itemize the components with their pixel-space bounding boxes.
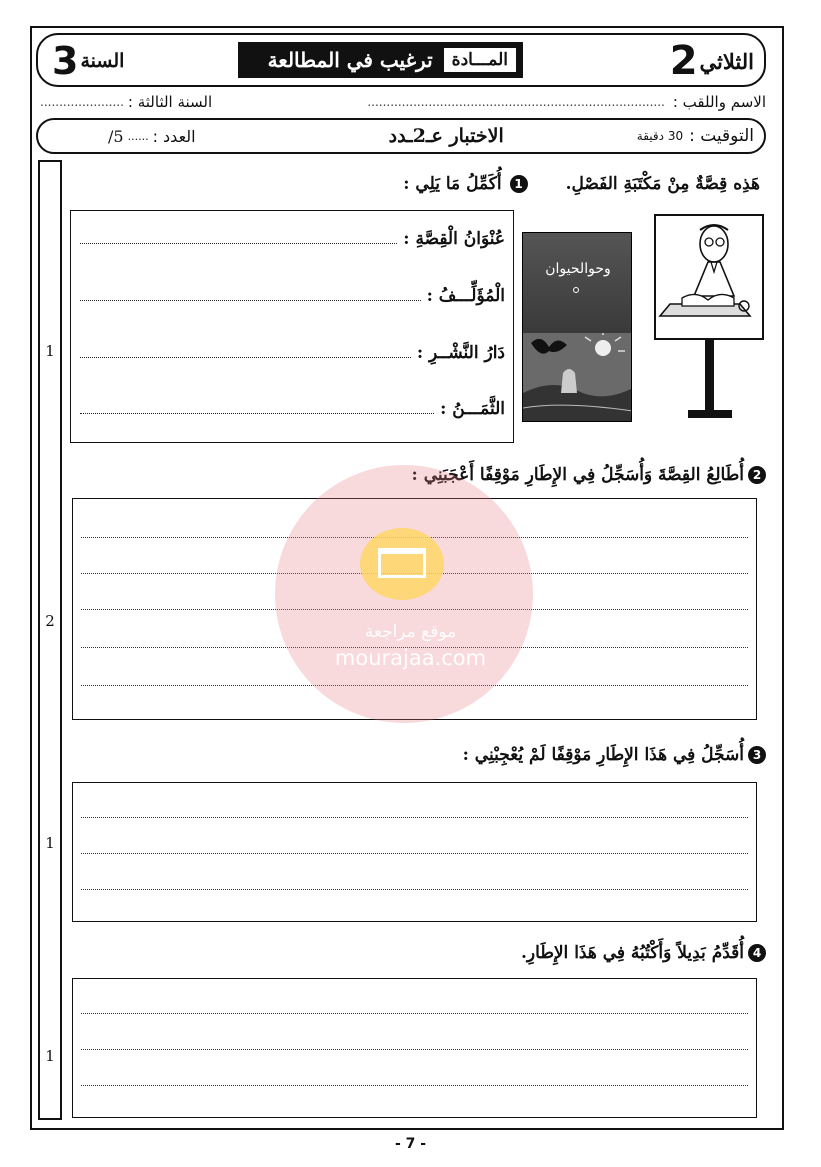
q1-field-row[interactable] [80,229,505,249]
q3-answer-box[interactable] [72,782,757,922]
q3-number: 3 [748,746,766,764]
q1-field-row[interactable] [80,399,505,419]
q2-score: 2 [45,612,55,630]
q4-answer-box[interactable] [72,978,757,1118]
class-label: السنة الثالثة : [127,93,213,111]
year-box [52,41,124,81]
q2-number: 2 [748,466,766,484]
book-cover-image [522,232,632,422]
class-field[interactable]: ...................... [40,95,124,109]
q1-intro: هَذِه قِصَّةٌ مِنْ مَكْتَبَةِ الفَصْلِ. [565,174,760,194]
book-title: وحوالحيوان [545,261,611,277]
q1-field-label: دَارُ النَّشْــرِ : [416,343,505,363]
q1-number: 1 [510,175,528,193]
subject-value: ترغيب في المطالعة [267,48,433,72]
score-dots: ...... [127,129,149,143]
sign-base [688,410,732,418]
q2-instruction: أُطَالِعُ القِصَّةَ وَأُسَجِّلُ فِي الإِطَارِ مَوْقِفًا أَعْجَبَنِي : [411,465,744,485]
name-label: الاسم واللقب : [672,93,766,111]
timing-value: 30 دقيقة [636,129,684,143]
score-label: العدد : [152,126,196,146]
exam-bar [36,118,766,154]
timing-label: التوقيت : [689,126,754,146]
q1-field-row[interactable] [80,343,505,363]
subject-box [238,42,523,78]
name-field[interactable]: .............................................................................. [367,95,665,109]
trimester-box [669,38,754,84]
q1-field-label: عُنْوَانُ الْقِصَّةِ : [403,229,505,249]
sign-post [705,340,714,414]
q3-heading [410,742,766,768]
score-total: 5/ [108,126,124,146]
q1-instruction: أُكَمِّلُ مَا يَلِي : [403,174,502,194]
q1-score: 1 [45,342,55,360]
watermark-arabic: موقع مراجعة [364,622,457,642]
q1-fields-box [70,210,514,443]
trimester-label: الثلاثي [699,48,754,74]
trimester-number: 2 [669,38,698,84]
watermark-book-icon [360,528,444,600]
q3-instruction: أُسَجِّلُ فِي هَذَا الإِطَارِ مَوْقِفًا لَمْ يُعْجِبْنِي : [462,745,744,765]
exam-title: الاختبار عـ2ـدد [388,125,504,147]
q1-heading [330,170,760,198]
q4-instruction: أُقَدِّمُ بَدِيلاً وَأَكْتُبُهُ فِي هَذَا الإِطَارِ. [521,943,744,963]
year-label: السنة [80,50,125,72]
student-info-row [36,90,766,114]
page-number: - 7 - [394,1136,427,1152]
q1-field-row[interactable] [80,286,505,306]
q3-score: 1 [45,834,55,852]
year-number: 3 [52,39,79,83]
q4-number: 4 [748,944,766,962]
q1-field-label: الثَّمَـــنُ : [440,399,505,419]
reader-illustration [654,214,764,340]
watermark-latin: mourajaa.com [334,646,487,670]
subject-label: المـــادة [443,47,517,73]
q4-score: 1 [45,1047,55,1065]
header-bar [36,33,766,87]
q1-field-label: الْمُؤَلِّـــفُ : [426,286,505,306]
q4-heading [480,940,766,966]
